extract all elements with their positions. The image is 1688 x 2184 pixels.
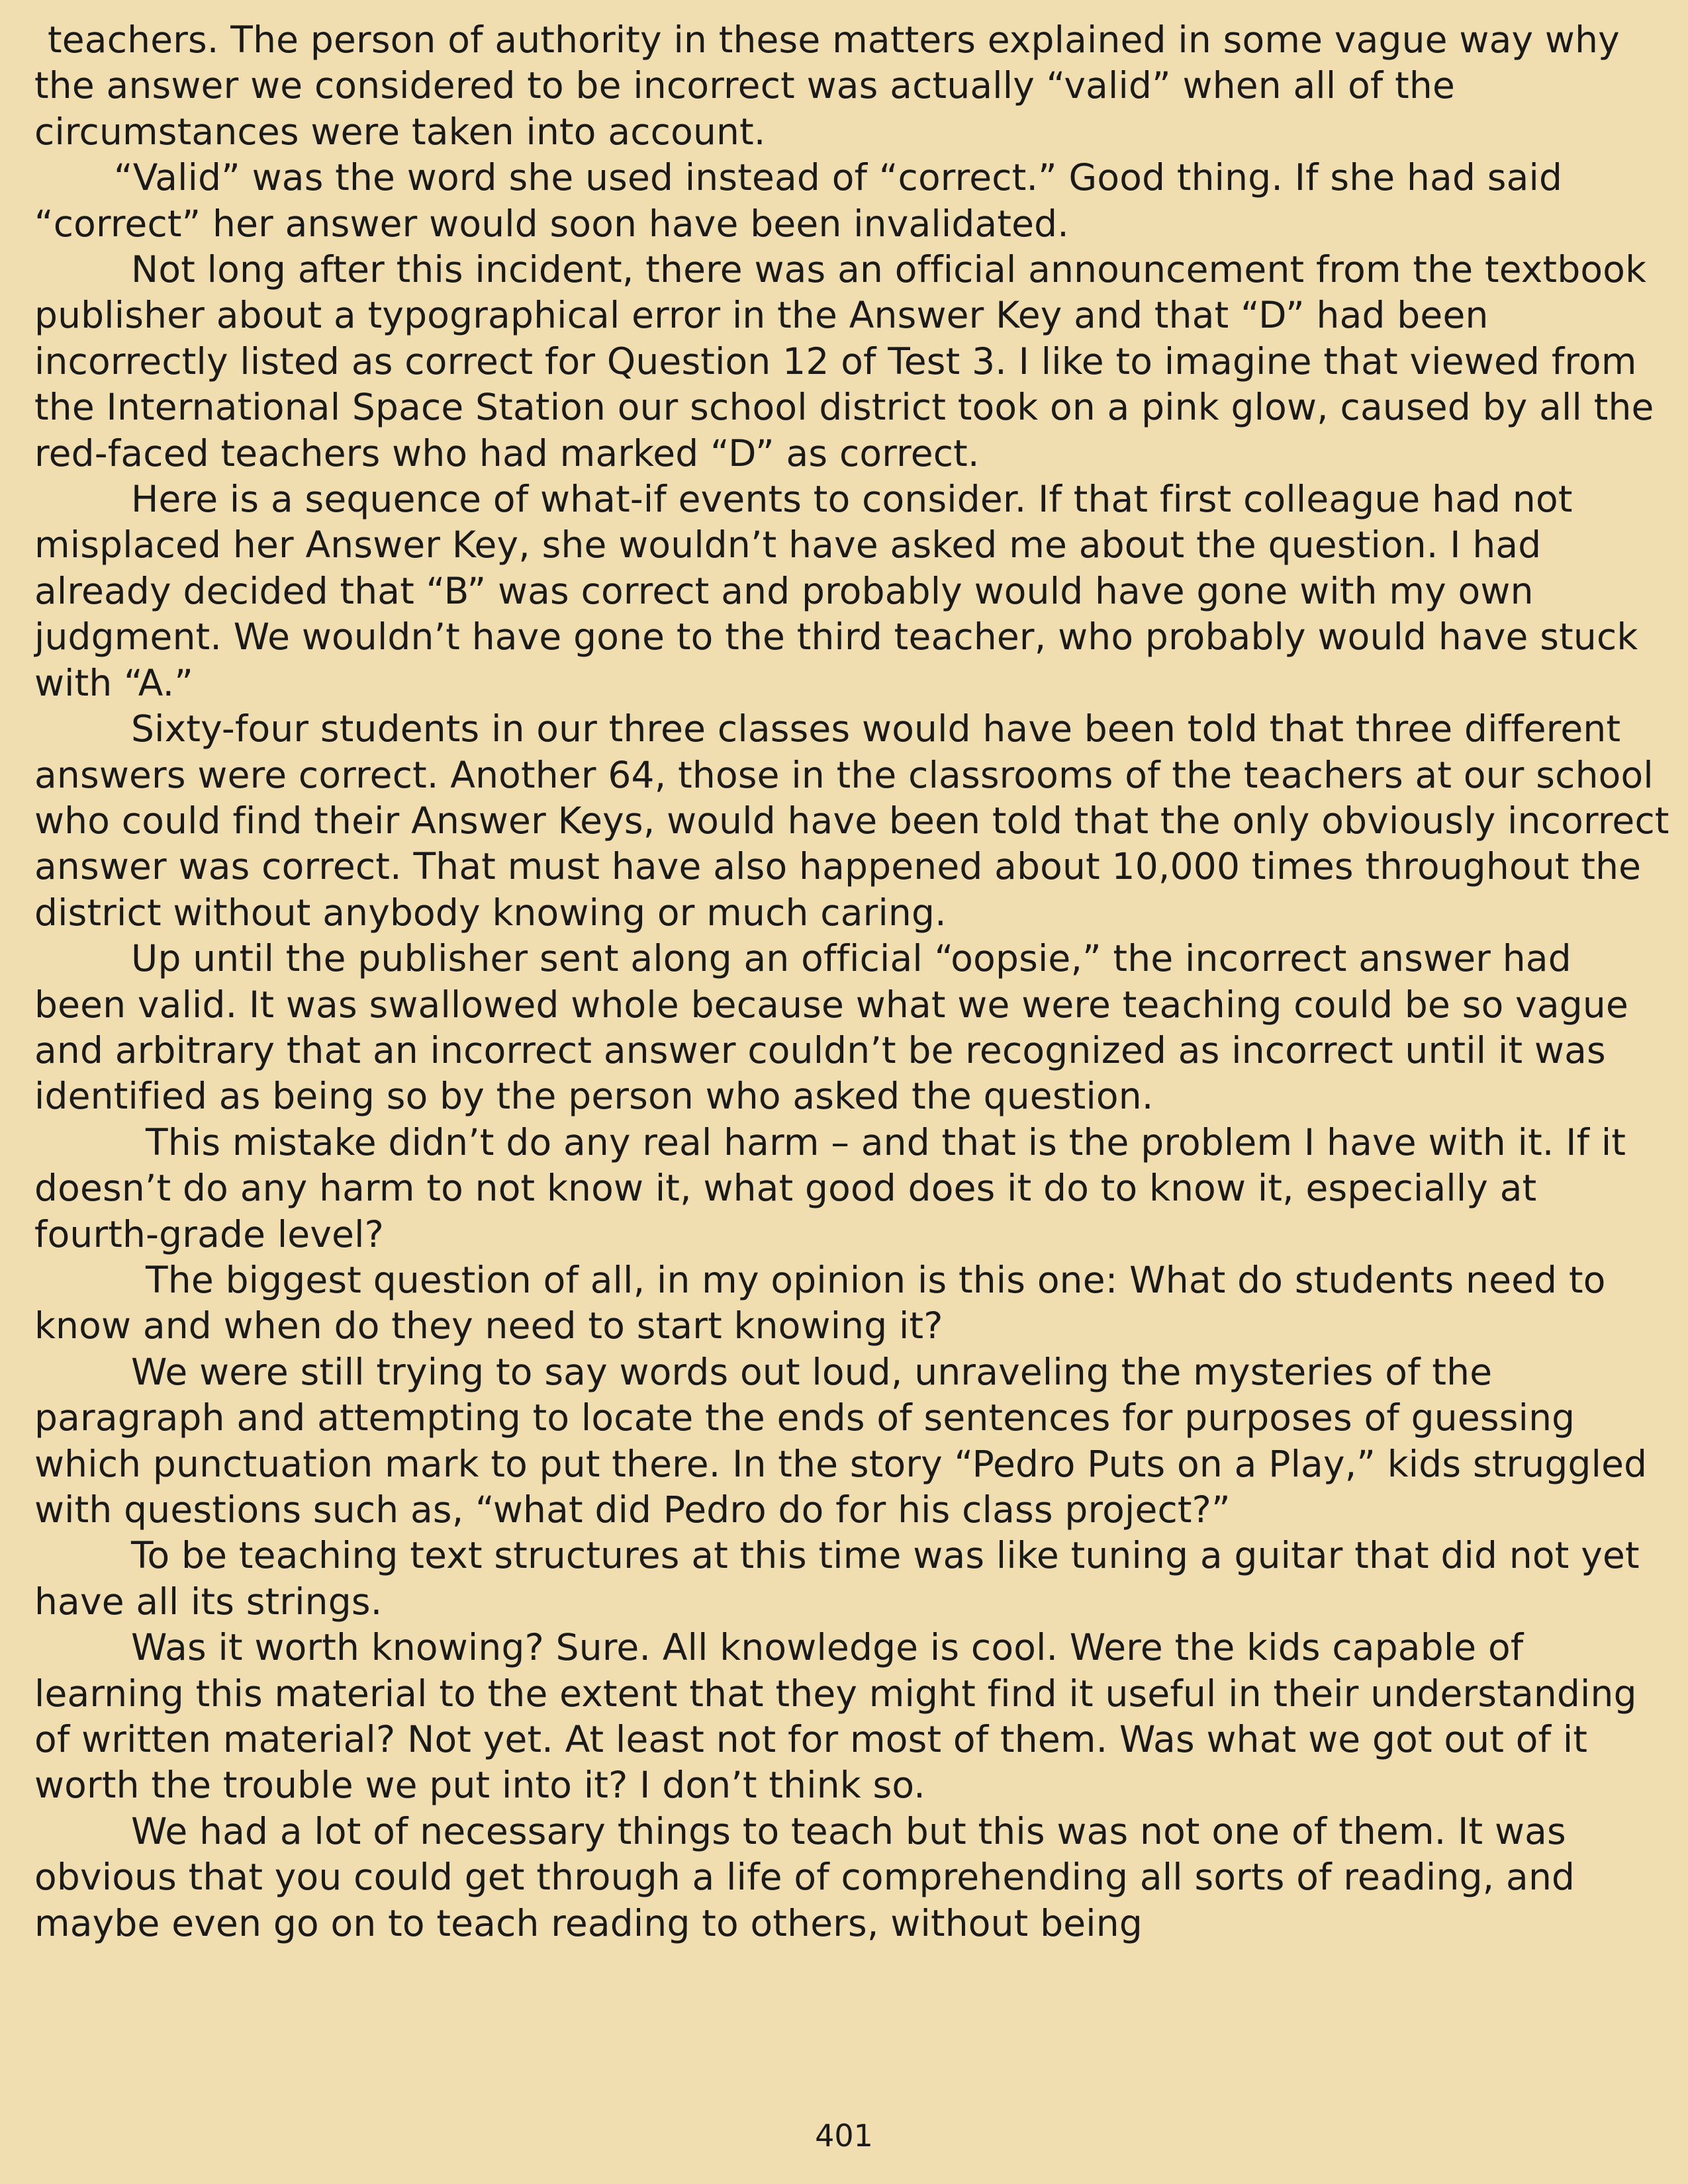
paragraph-7: This mistake didn’t do any real harm – and that is the problem I have with it. If it doesn’t do any harm to not know it, what good does it do to know it, especially at fourth-grade level? [34, 1120, 1626, 1255]
paragraph-8: The biggest question of all, in my opinion is this one: What do students need to know and when do they need to start knowing it? [34, 1258, 1606, 1347]
paragraph-11: Was it worth knowing? Sure. All knowledge is cool. Were the kids capable of learning this material to the extent that they might find it useful in their understanding of written material? Not yet. At least not for most of them. Was what we got out of it worth the trouble we put into it? I don’t think so. [34, 1626, 1637, 1807]
paragraph-12: We had a lot of necessary things to teach but this was not one of them. It was obvious that you could get through a life of comprehending all sorts of reading, and maybe even go on to teach reading to others, without being [34, 1809, 1575, 1944]
body-text [34, 17, 1669, 1946]
paragraph-6: Up until the publisher sent along an official “oopsie,” the incorrect answer had been valid. It was swallowed whole because what we were teaching could be so vague and arbitrary that an incorrect answer couldn’t be recognized as incorrect until it was identified as being so by the person who asked the question. [34, 937, 1628, 1118]
paragraph-3: Not long after this incident, there was an official announcement from the textbook publisher about a typographical error in the Answer Key and that “D” had been incorrectly listed as correct for Question 12 of Test 3. I like to imagine that viewed from the International Space Station our school district took on a pink glow, caused by all the red-faced teachers who had marked “D” as correct. [34, 248, 1654, 475]
paragraph-5: Sixty-four students in our three classes would have been told that three different answers were correct. Another 64, those in the classrooms of the teachers at our school who could find their Answer Keys, would have been told that the only obviously incorrect answer was correct. That must have also happened about 10,000 times throughout the district without anybody knowing or much caring. [34, 707, 1669, 934]
paragraph-10: To be teaching text structures at this time was like tuning a guitar that did not yet have all its strings. [34, 1534, 1640, 1623]
paragraph-9: We were still trying to say words out loud, unraveling the mysteries of the paragraph and attempting to locate the ends of sentences for purposes of guessing which punctuation mark to put there. In the story “Pedro Puts on a Play,” kids struggled with questions such as, “what did Pedro do for his class project?” [34, 1350, 1648, 1531]
page-number: 401 [815, 2118, 873, 2154]
paragraph-4: Here is a sequence of what-if events to consider. If that first colleague had not misplaced her Answer Key, she wouldn’t have asked me about the question. I had already decided that “B” was correct and probably would have gone with my own judgment. We wouldn’t have gone to the third teacher, who probably would have stuck with “A.” [34, 478, 1638, 704]
paragraph-2: “Valid” was the word she used instead of “correct.” Good thing. If she had said “correct” her answer would soon have been invalidated. [34, 156, 1563, 245]
paragraph-1: teachers. The person of authority in these matters explained in some vague way why the answer we considered to be incorrect was actually “valid” when all of the circumstances were taken into account. [34, 19, 1620, 153]
